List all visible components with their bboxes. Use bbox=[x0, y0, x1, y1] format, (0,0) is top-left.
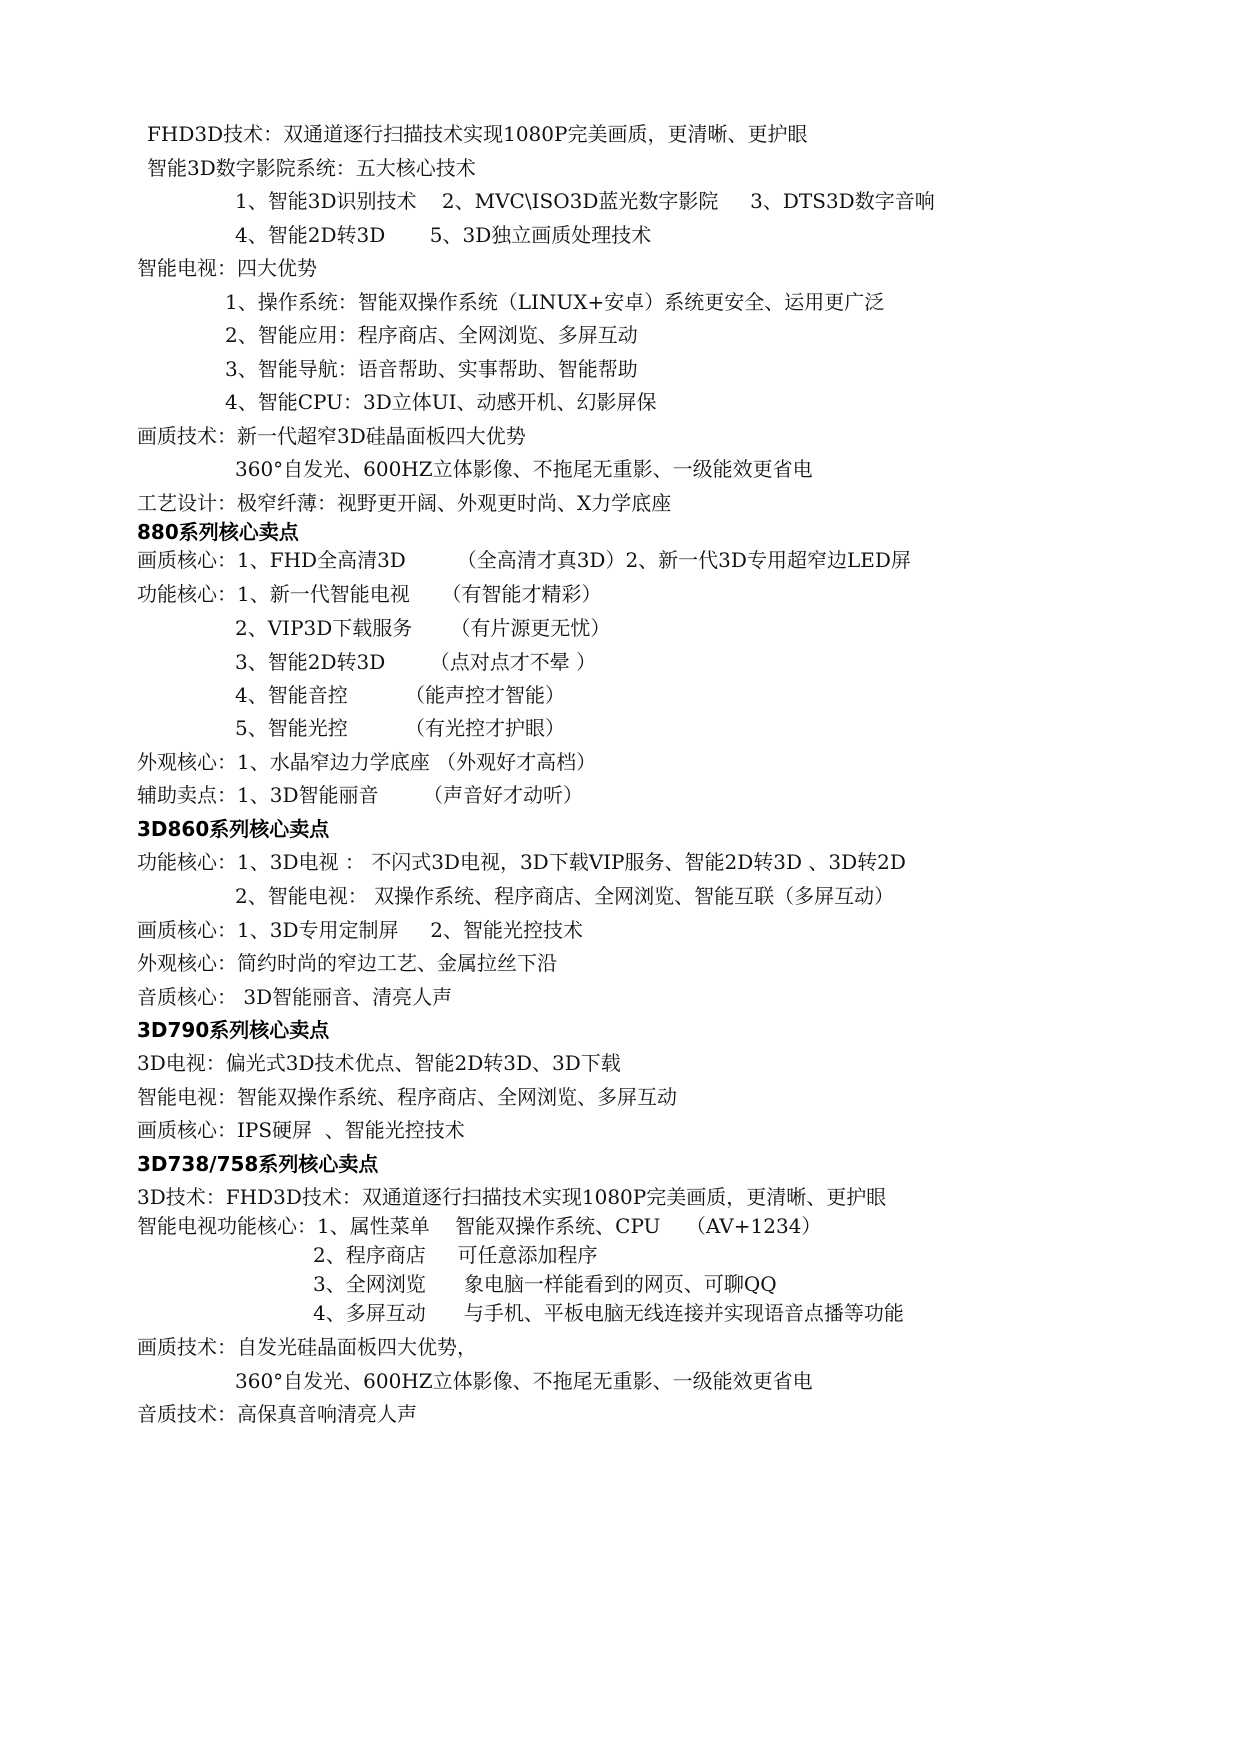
section-heading-3d790: 3D790系列核心卖点 bbox=[137, 1018, 330, 1042]
section-heading-3d738: 3D738/758系列核心卖点 bbox=[137, 1152, 379, 1176]
design-line: 工艺设计：极窄纤薄：视野更开阔、外观更时尚、X力学底座 bbox=[137, 491, 672, 515]
s3d738-line-8: 音质技术：高保真音响清亮人声 bbox=[137, 1402, 417, 1426]
section-heading-3d860: 3D860系列核心卖点 bbox=[137, 817, 330, 841]
s3d860-line-1: 功能核心：1、3D电视 ： 不闪式3D电视，3D下载VIP服务、智能2D转3D 、3D转2D bbox=[137, 850, 906, 874]
smart-tv-item-2: 2、智能应用：程序商店、全网浏览、多屏互动 bbox=[225, 323, 638, 347]
s3d790-line-1: 3D电视：偏光式3D技术优点、智能2D转3D、3D下载 bbox=[137, 1051, 621, 1075]
s3d738-line-2: 智能电视功能核心：1、属性菜单 智能双操作系统、CPU （AV+1234） bbox=[137, 1214, 822, 1238]
s3d860-line-5: 音质核心： 3D智能丽音、清亮人声 bbox=[137, 985, 453, 1009]
section-heading-880: 880系列核心卖点 bbox=[137, 520, 299, 544]
picture-tech-line: 画质技术：新一代超窄3D硅晶面板四大优势 bbox=[137, 424, 526, 448]
s880-line-3: 2、VIP3D下载服务 （有片源更无忧） bbox=[235, 616, 611, 640]
s3d738-line-1: 3D技术：FHD3D技术：双通道逐行扫描技术实现1080P完美画质，更清晰、更护眼 bbox=[137, 1185, 887, 1209]
intro-cinema-line: 智能3D数字影院系统：五大核心技术 bbox=[147, 156, 476, 180]
s880-line-7: 外观核心：1、水晶窄边力学底座 （外观好才高档） bbox=[137, 750, 597, 774]
cinema-items-line-1: 1、智能3D识别技术 2、MVC\ISO3D蓝光数字影院 3、DTS3D数字音响 bbox=[235, 189, 935, 213]
s3d738-line-3: 2、程序商店 可任意添加程序 bbox=[313, 1243, 598, 1267]
s880-line-8: 辅助卖点：1、3D智能丽音 （声音好才动听） bbox=[137, 783, 583, 807]
smart-tv-item-3: 3、智能导航：语音帮助、实事帮助、智能帮助 bbox=[225, 357, 638, 381]
s880-line-4: 3、智能2D转3D （点对点才不晕 ） bbox=[235, 650, 597, 674]
s3d860-line-2: 2、智能电视： 双操作系统、程序商店、全网浏览、智能互联（多屏互动） bbox=[235, 884, 895, 908]
s3d860-line-3: 画质核心：1、3D专用定制屏 2、智能光控技术 bbox=[137, 918, 583, 942]
smart-tv-item-4: 4、智能CPU：3D立体UI、动感开机、幻影屏保 bbox=[225, 390, 657, 414]
s3d738-line-7: 360°自发光、600HZ立体影像、不拖尾无重影、一级能效更省电 bbox=[235, 1369, 813, 1393]
intro-fhd3d-line: FHD3D技术：双通道逐行扫描技术实现1080P完美画质，更清晰、更护眼 bbox=[147, 122, 808, 146]
s3d738-line-4: 3、全网浏览 象电脑一样能看到的网页、可聊QQ bbox=[313, 1272, 777, 1296]
s3d790-line-2: 智能电视：智能双操作系统、程序商店、全网浏览、多屏互动 bbox=[137, 1085, 677, 1109]
s880-line-6: 5、智能光控 （有光控才护眼） bbox=[235, 716, 565, 740]
s880-line-5: 4、智能音控 （能声控才智能） bbox=[235, 683, 565, 707]
smart-tv-title: 智能电视：四大优势 bbox=[137, 256, 317, 280]
s3d738-line-6: 画质技术：自发光硅晶面板四大优势， bbox=[137, 1335, 477, 1359]
s3d790-line-3: 画质核心：IPS硬屏 、智能光控技术 bbox=[137, 1118, 465, 1142]
s3d738-line-5: 4、多屏互动 与手机、平板电脑无线连接并实现语音点播等功能 bbox=[313, 1301, 904, 1325]
smart-tv-item-1: 1、操作系统：智能双操作系统（LINUX+安卓）系统更安全、运用更广泛 bbox=[225, 290, 885, 314]
s3d860-line-4: 外观核心：简约时尚的窄边工艺、金属拉丝下沿 bbox=[137, 951, 557, 975]
picture-tech-detail: 360°自发光、600HZ立体影像、不拖尾无重影、一级能效更省电 bbox=[235, 457, 813, 481]
s880-line-1: 画质核心：1、FHD全高清3D （全高清才真3D）2、新一代3D专用超窄边LED屏 bbox=[137, 548, 911, 572]
s880-line-2: 功能核心：1、新一代智能电视 （有智能才精彩） bbox=[137, 582, 602, 606]
cinema-items-line-2: 4、智能2D转3D 5、3D独立画质处理技术 bbox=[235, 223, 652, 247]
